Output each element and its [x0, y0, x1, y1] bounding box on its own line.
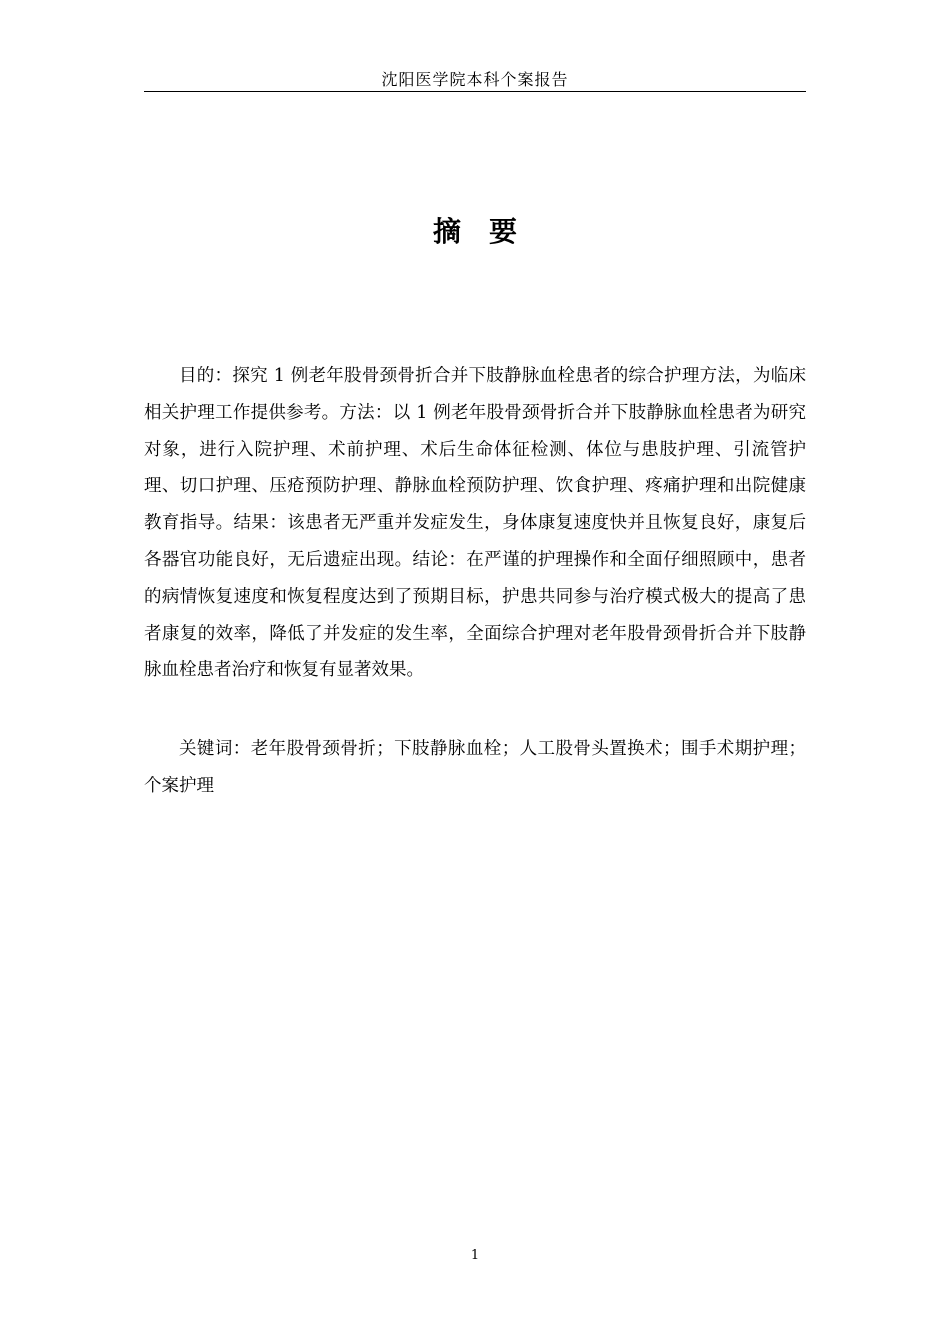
page-header: 沈阳医学院本科个案报告: [381, 70, 569, 89]
keywords-label: 关键词：: [179, 739, 251, 759]
keywords-text: 老年股骨颈骨折；下肢静脉血栓；人工股骨头置换术；围手术期护理；个案护理: [144, 739, 807, 796]
header-divider: [144, 91, 806, 92]
conclusion-text: 在严谨的护理操作和全面仔细照顾中，患者的病情恢复速度和恢复程度达到了预期目标，护患共同参与治疗模式极大的提高了患者康复的效率，降低了并发症的发生率，全面综合护理对老年股骨颈骨折合并下肢静脉血栓患者治疗和恢复有显著效果。: [144, 549, 807, 681]
result-label: 结果：: [233, 513, 288, 534]
objective-text: 探究 1 例老年股骨颈骨折合并下肢静脉血栓患者的综合护理方法，为临床相关护理工作提供参考。: [144, 366, 807, 423]
abstract-title: [144, 212, 806, 252]
page-number: 1: [470, 1248, 480, 1263]
result-text: 该患者无严重并发症发生，身体康复速度快并且恢复良好，康复后各器官功能良好，无后遗症出现。: [144, 513, 807, 570]
abstract-title-char-1: 摘: [432, 215, 461, 248]
abstract-paragraph: [144, 358, 806, 689]
abstract-title-char-2: 要: [489, 215, 518, 248]
keywords-paragraph: [144, 731, 806, 805]
conclusion-label: 结论：: [412, 549, 467, 570]
objective-label: 目的：: [179, 366, 233, 386]
method-text: 以 1 例老年股骨颈骨折合并下肢静脉血栓患者为研究对象，进行入院护理、术前护理、术后生命体征检测、体位与患肢护理、引流管护理、切口护理、压疮预防护理、静脉血栓预防护理、饮食护理、疼痛护理和出院健康教育指导。: [144, 402, 807, 534]
method-label: 方法：: [339, 402, 393, 423]
